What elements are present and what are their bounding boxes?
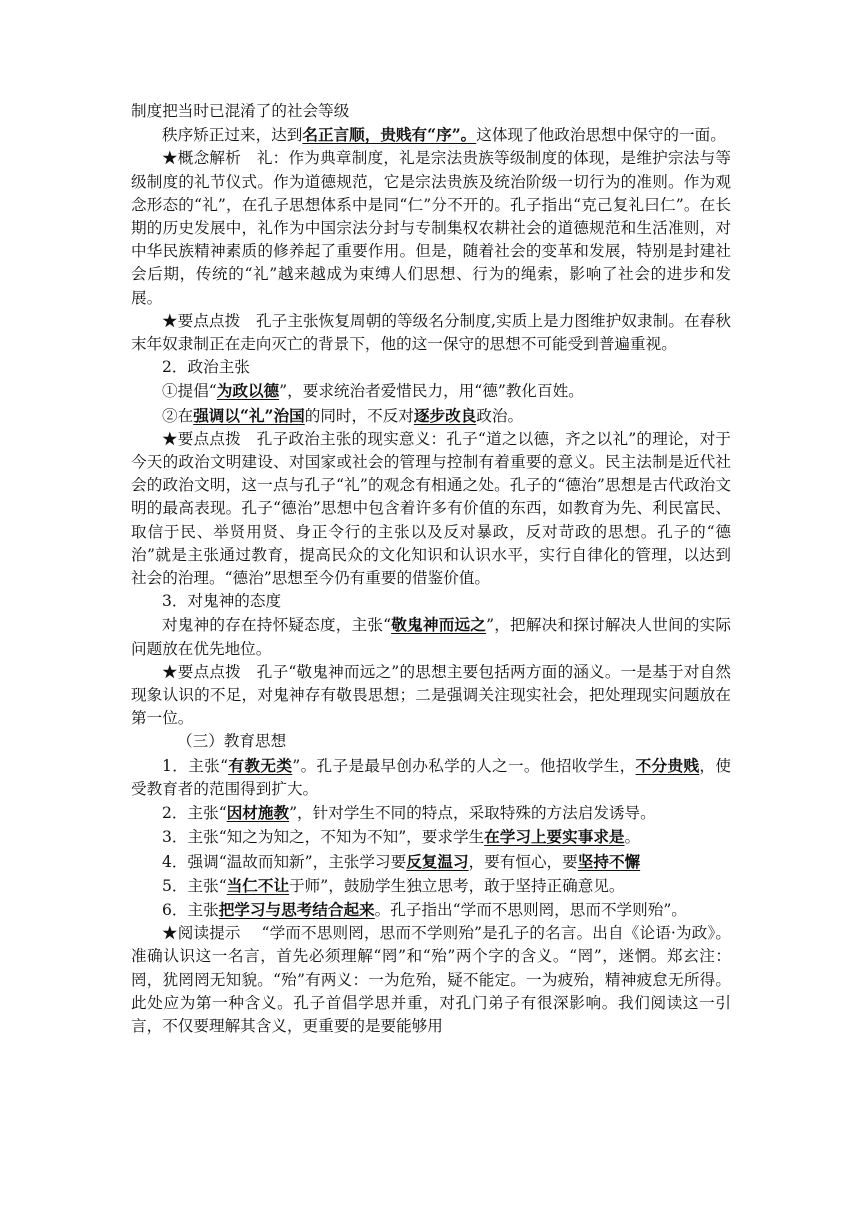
section-heading	[131, 730, 731, 753]
paragraph	[131, 801, 731, 825]
text-run: 。	[624, 828, 641, 847]
text-run: ①提倡“	[162, 382, 217, 401]
text-run: 2．政治主张	[162, 358, 250, 377]
key-term: 当仁不让	[226, 875, 290, 895]
key-point-note	[131, 428, 731, 590]
key-term: ，	[364, 125, 381, 145]
key-term: 坚持不懈	[577, 851, 641, 871]
key-point-note	[131, 661, 731, 731]
paragraph	[131, 874, 731, 898]
text-run: （三）教育思想	[177, 732, 287, 751]
text-run: 6．主张	[162, 900, 219, 919]
text-run: ”。孔子是最早创办私学的人之一。他招收学生，	[292, 756, 636, 775]
key-term: 有教无类	[228, 755, 293, 775]
text-run: 对鬼神的存在持怀疑态度，主张“	[162, 616, 392, 635]
text-run: 3．对鬼神的态度	[162, 592, 282, 611]
text-run: ”，要求统治者爱惜民力，用“德”教化百姓。	[279, 382, 584, 401]
text-run: ，要有恒心，要	[468, 852, 578, 871]
text-run: ”，针对学生不同的特点，采取特殊的方法启发诱导。	[289, 804, 656, 823]
text-run: 。孔子指出“学而不思则罔，思而不学则殆”。	[374, 900, 687, 919]
text-run: 5．主张“	[162, 876, 227, 895]
text-run: 秩序矫正过来，达到	[162, 126, 303, 145]
text-run: ②在	[162, 406, 194, 425]
key-term: 敬鬼神而远之	[391, 615, 487, 635]
paragraph	[131, 123, 731, 147]
paragraph	[131, 754, 731, 801]
text-run: ★要点点拨 孔子“敬鬼神而远之”的思想主要包括两方面的涵义。一是基于对自然现象认识的不足，对鬼神存有敬畏思想；二是强调关注现实社会，把处理现实问题放在第一位。	[131, 662, 731, 728]
section-heading	[131, 590, 731, 613]
text-run: ，使受教育者的范围得到扩大。	[131, 756, 731, 798]
text-run: ★阅读提示 “学而不思则罔，思而不学则殆”是孔子的名言。出自《论语·为政》。准确认识这一名言，首先必须理解“罔”和“殆”两个字的含义。“罔”，迷惘。郑玄注：罔，犹罔罔无知貌。“殆”有两义：一为危殆，疑不能定。一为疲殆，精神疲怠无所得。此处应为第一种含义。孔子首倡学思并重，对孔门弟子有很深影响。我们阅读这一引言，不仅要理解其含义，更重要的是要能够用	[131, 924, 731, 1035]
text-run: 2．主张“	[162, 804, 227, 823]
text-run: 1．主张“	[162, 756, 229, 775]
text-run: ★要点点拨 孔子主张恢复周朝的等级名分制度,实质上是力图维护奴隶制。在春秋末年奴隶制正在走向灭亡的背景下，他的这一保守的思想不可能受到普遍重视。	[131, 311, 731, 354]
key-term: 因材施教	[226, 803, 290, 823]
key-term: 逐步改良	[413, 405, 477, 425]
text-run: ”，把解决和探讨解决人世间的实际问题放在优先地位。	[131, 616, 731, 658]
text-run: 政治。	[476, 406, 524, 425]
paragraph	[131, 825, 731, 849]
key-term: 为政以德	[216, 381, 280, 401]
key-point-note	[131, 310, 731, 356]
key-term: 不分贵贱	[635, 755, 700, 775]
section-heading	[131, 356, 731, 379]
key-term: 名正言顺	[302, 125, 365, 145]
document-page	[131, 100, 731, 1038]
text-run: 4．强调“温故而知新”，主张学习要	[162, 852, 407, 871]
text-run: ★概念解析 礼：作为典章制度，礼是宗法贵族等级制度的体现，是维护宗法与等级制度的礼节仪式。作为道德规范，它是宗法贵族及统治阶级一切行为的准则。作为观念形态的“礼”，在孔子思想体系中是同“仁”分不开的。孔子指出“克己复礼曰仁”。在长期的历史发展中，礼作为中国宗法分封与专制集权农耕社会的道德规范和生活准则，对中华民族精神素质的修养起了重要作用。但是，随着社会的变革和发展，特别是封建社会后期，传统的“礼”越来越成为束缚人们思想、行为的绳索，影响了社会的进步和发展。	[131, 149, 731, 307]
text-run: ★要点点拨 孔子政治主张的现实意义：孔子“道之以德，齐之以礼”的理论，对于今天的政治文明建设、对国家或社会的管理与控制有着重要的意义。民主法制是近代社会的政治文明，这一点与孔子“礼”的观念有相通之处。孔子的“德治”思想是古代政治文明的最高表现。孔子“德治”思想中包含着许多有价值的东西，如教育为先、利民富民、取信于民、举贤用贤、身正令行的主张以及反对暴政，反对苛政的思想。孔子的“德治”就是主张通过教育，提高民众的文化知识和认识水平，实行自律化的管理，以达到社会的治理。“德治”思想至今仍有重要的借鉴价值。	[131, 429, 731, 588]
paragraph	[131, 379, 731, 403]
reading-tip	[131, 922, 731, 1038]
text-run: 这体现了他政治思想中保守的一面。	[476, 126, 726, 145]
key-term: 反复温习	[406, 851, 469, 871]
key-term: 在学习上要实事求是	[484, 827, 625, 847]
paragraph	[131, 100, 731, 123]
key-term: 贵贱有“序”。	[380, 125, 477, 145]
paragraph	[131, 850, 731, 874]
paragraph	[131, 404, 731, 428]
text-run: 于师”，鼓励学生独立思考，敢于坚持正确意见。	[289, 876, 625, 895]
key-term: 强调以“礼”治国	[193, 405, 305, 425]
text-run: 的同时，不反对	[304, 406, 414, 425]
text-run: 3．主张“知之为知之，不知为不知”，要求学生	[162, 828, 485, 847]
concept-note	[131, 147, 731, 309]
key-term: 把学习与思考结合起来	[218, 899, 375, 919]
text-run: 制度把当时已混淆了的社会等级	[131, 102, 350, 120]
paragraph	[131, 613, 731, 660]
paragraph	[131, 898, 731, 922]
